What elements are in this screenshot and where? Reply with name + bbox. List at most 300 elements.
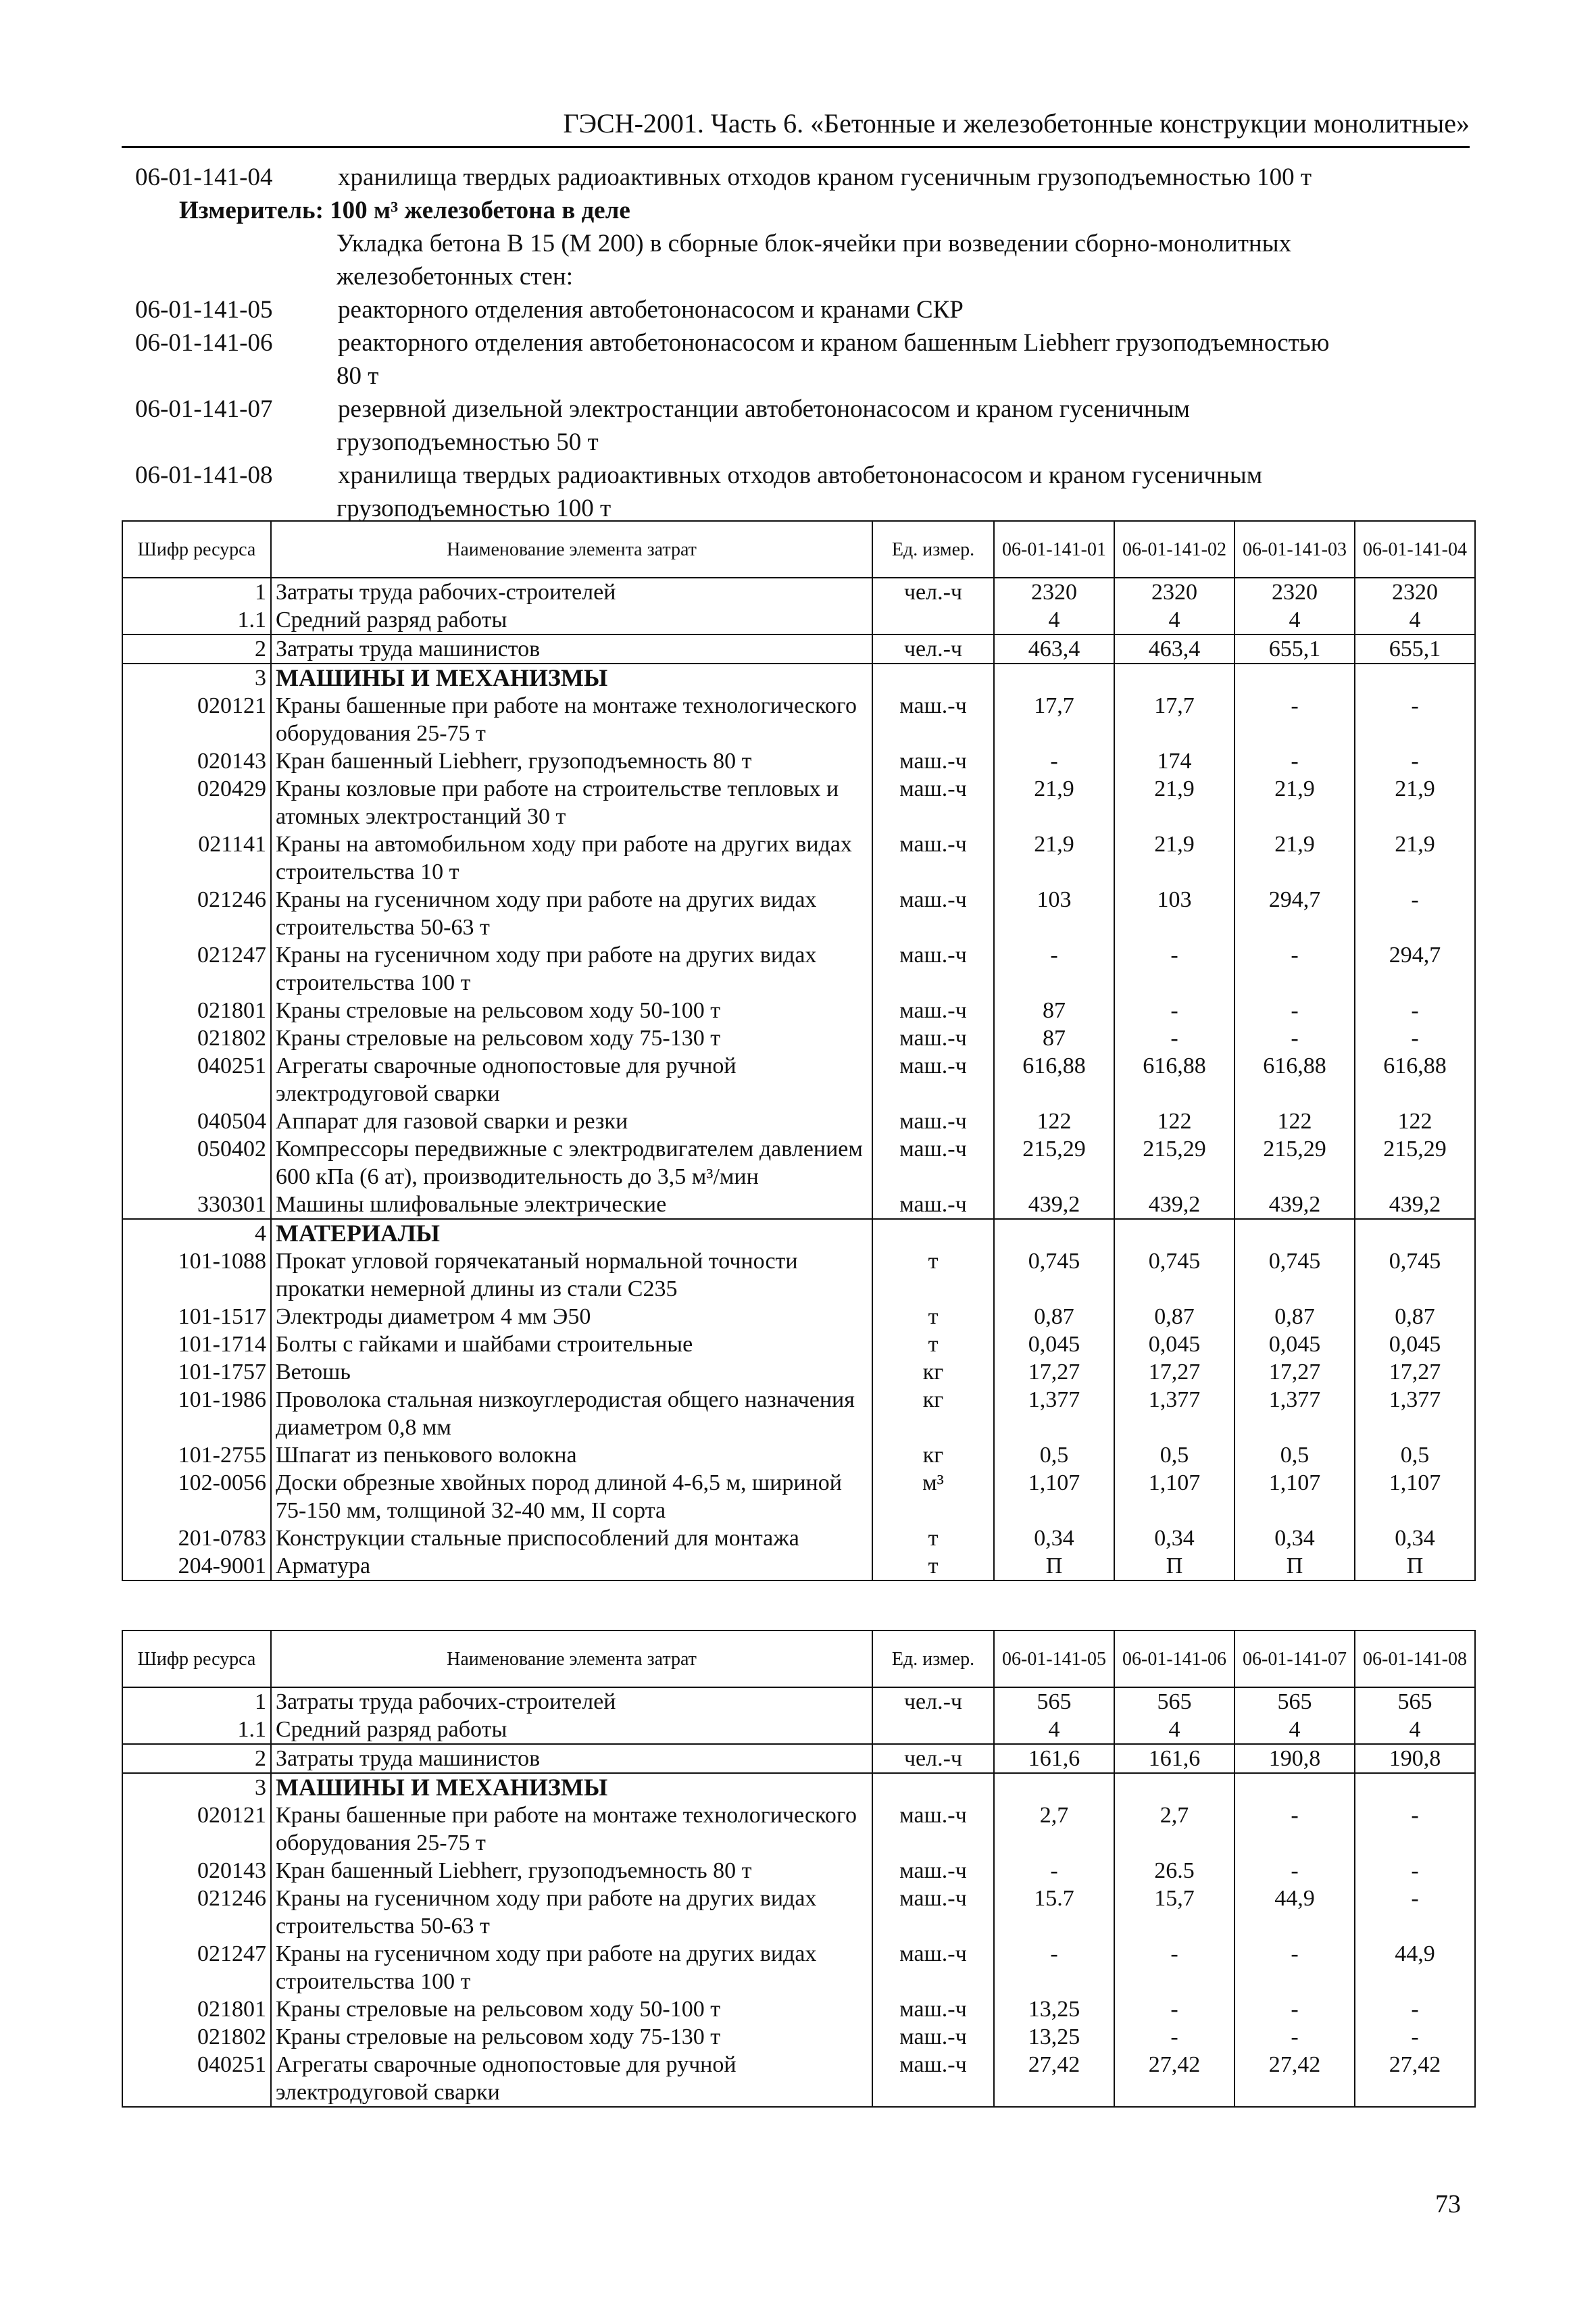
cell-value: 294,7 <box>1355 941 1475 997</box>
cell-value: 439,2 <box>1235 1191 1355 1219</box>
cell-cost-name: Доски обрезные хвойных пород длиной 4-6,5 м, шириной 75-150 мм, толщиной 32-40 мм, II сорта <box>271 1469 872 1524</box>
cell-value: 17,27 <box>994 1358 1114 1386</box>
cell-resource-code: 204-9001 <box>122 1552 271 1580</box>
cell-cost-name: Краны стреловые на рельсовом ходу 50-100 т <box>271 1995 872 2023</box>
cell-value: 13,25 <box>994 2023 1114 2051</box>
cell-cost-name: Кран башенный Liebherr, грузоподъемность 80 т <box>271 747 872 775</box>
cell-resource-code: 201-0783 <box>122 1524 271 1552</box>
cell-value: - <box>1114 1024 1235 1052</box>
cell-unit: маш.-ч <box>872 1135 994 1191</box>
cell-cost-name: Аппарат для газовой сварки и резки <box>271 1107 872 1135</box>
cell-value: 190,8 <box>1235 1744 1355 1773</box>
cell-value: - <box>1235 1024 1355 1052</box>
item-text: хранилища твердых радиоактивных отходов автобетононасосом и краном гусеничным <box>338 462 1263 489</box>
cell-value: 103 <box>994 886 1114 941</box>
cell-unit: чел.-ч <box>872 1687 994 1716</box>
cell-value: 0,87 <box>994 1303 1114 1330</box>
cell-value <box>1235 1219 1355 1247</box>
cell-value: 122 <box>1114 1107 1235 1135</box>
cell-value: - <box>1235 747 1355 775</box>
cell-unit: т <box>872 1303 994 1330</box>
table-row <box>122 1885 1475 1940</box>
cell-value: - <box>1355 1995 1475 2023</box>
cell-value: 4 <box>1114 1716 1235 1744</box>
cell-resource-code: 3 <box>122 1773 271 1801</box>
table-row <box>122 1247 1475 1303</box>
cell-value: 21,9 <box>1355 830 1475 886</box>
cell-resource-code: 040251 <box>122 2051 271 2107</box>
cell-resource-code: 4 <box>122 1219 271 1247</box>
intro-item <box>135 293 1480 326</box>
table-row <box>122 1940 1475 1995</box>
cell-unit <box>872 1716 994 1744</box>
cell-value: 565 <box>1235 1687 1355 1716</box>
cell-value: - <box>1235 1857 1355 1885</box>
cell-unit: т <box>872 1330 994 1358</box>
cell-cost-name: Средний разряд работы <box>271 606 872 634</box>
cell-value: 21,9 <box>1114 775 1235 830</box>
cell-value: 27,42 <box>1235 2051 1355 2107</box>
cell-value: 439,2 <box>994 1191 1114 1219</box>
cell-value: 21,9 <box>1114 830 1235 886</box>
cell-unit <box>872 664 994 692</box>
cell-value: 616,88 <box>1355 1052 1475 1107</box>
measure-line <box>135 194 1480 227</box>
cell-value <box>994 1219 1114 1247</box>
page-number: 73 <box>1435 2190 1461 2218</box>
cell-cost-name: МАШИНЫ И МЕХАНИЗМЫ <box>271 1773 872 1801</box>
table-row <box>122 1469 1475 1524</box>
cell-value: 0,34 <box>994 1524 1114 1552</box>
cell-cost-name: Конструкции стальные приспособлений для монтажа <box>271 1524 872 1552</box>
cell-cost-name: Краны башенные при работе на монтаже технологического оборудования 25-75 т <box>271 692 872 747</box>
cell-value: 0,045 <box>1235 1330 1355 1358</box>
column-header-unit: Ед. измер. <box>872 1631 994 1687</box>
cell-value: 4 <box>1235 1716 1355 1744</box>
cell-value: 21,9 <box>1235 830 1355 886</box>
table-row <box>122 1191 1475 1219</box>
cell-value: 565 <box>1355 1687 1475 1716</box>
cell-value: 215,29 <box>994 1135 1114 1191</box>
cell-unit: кг <box>872 1441 994 1469</box>
cell-value: 4 <box>1355 606 1475 634</box>
table-row <box>122 1687 1475 1716</box>
intro-block <box>135 161 1480 525</box>
cell-value: 17,27 <box>1355 1358 1475 1386</box>
cell-cost-name: Болты с гайками и шайбами строительные <box>271 1330 872 1358</box>
cell-value: - <box>1235 941 1355 997</box>
cell-value: - <box>1235 997 1355 1024</box>
cell-resource-code: 021802 <box>122 1024 271 1052</box>
cell-value: - <box>1355 997 1475 1024</box>
cell-unit: маш.-ч <box>872 1885 994 1940</box>
cell-cost-name: Кран башенный Liebherr, грузоподъемность 80 т <box>271 1857 872 1885</box>
cell-value <box>1114 1219 1235 1247</box>
cell-resource-code: 2 <box>122 1744 271 1773</box>
cell-value: 4 <box>1355 1716 1475 1744</box>
column-header-norm: 06-01-141-06 <box>1114 1631 1235 1687</box>
cell-value: 0,045 <box>994 1330 1114 1358</box>
cell-value: - <box>1355 1024 1475 1052</box>
cell-resource-code: 1 <box>122 1687 271 1716</box>
cell-resource-code: 1.1 <box>122 1716 271 1744</box>
cell-cost-name: Краны на гусеничном ходу при работе на других видах строительства 100 т <box>271 941 872 997</box>
cell-value: 0,34 <box>1235 1524 1355 1552</box>
cell-value: 103 <box>1114 886 1235 941</box>
column-header-name: Наименование элемента затрат <box>271 1631 872 1687</box>
cell-value <box>994 664 1114 692</box>
resource-table-1 <box>122 520 1476 1581</box>
cell-value: 13,25 <box>994 1995 1114 2023</box>
cell-value: 0,87 <box>1355 1303 1475 1330</box>
table-row <box>122 634 1475 664</box>
cell-resource-code: 021802 <box>122 2023 271 2051</box>
cell-unit: маш.-ч <box>872 1857 994 1885</box>
cell-value: 44,9 <box>1355 1940 1475 1995</box>
cell-resource-code: 040504 <box>122 1107 271 1135</box>
intro-item <box>135 393 1480 426</box>
cell-cost-name: Затраты труда машинистов <box>271 1744 872 1773</box>
item-text-cont: грузоподъемностью 100 т <box>336 495 612 522</box>
cell-value: 0,34 <box>1114 1524 1235 1552</box>
cell-unit: чел.-ч <box>872 1744 994 1773</box>
cell-value: П <box>1114 1552 1235 1580</box>
cell-value: 616,88 <box>1235 1052 1355 1107</box>
cell-value: 161,6 <box>994 1744 1114 1773</box>
item-code: 06-01-141-06 <box>135 329 273 357</box>
table-row <box>122 941 1475 997</box>
cell-value: 4 <box>1114 606 1235 634</box>
cell-unit: маш.-ч <box>872 2051 994 2107</box>
table-row <box>122 578 1475 606</box>
table-row <box>122 2051 1475 2107</box>
cell-resource-code: 1.1 <box>122 606 271 634</box>
cell-resource-code: 102-0056 <box>122 1469 271 1524</box>
cell-value: - <box>1355 1801 1475 1857</box>
cell-value: - <box>1235 2023 1355 2051</box>
table-row <box>122 747 1475 775</box>
cell-value: 17,27 <box>1114 1358 1235 1386</box>
cell-value: 1,377 <box>1235 1386 1355 1441</box>
cell-value: 27,42 <box>994 2051 1114 2107</box>
cell-resource-code: 050402 <box>122 1135 271 1191</box>
cell-resource-code: 021141 <box>122 830 271 886</box>
cell-value: 4 <box>1235 606 1355 634</box>
cell-resource-code: 330301 <box>122 1191 271 1219</box>
cell-cost-name: Затраты труда рабочих-строителей <box>271 1687 872 1716</box>
table-row <box>122 1303 1475 1330</box>
cell-value: 1,107 <box>1355 1469 1475 1524</box>
cell-value: - <box>1235 1940 1355 1995</box>
cell-value: - <box>994 941 1114 997</box>
cell-value: 0,745 <box>1114 1247 1235 1303</box>
cell-resource-code: 3 <box>122 664 271 692</box>
cell-resource-code: 020121 <box>122 1801 271 1857</box>
cell-value: - <box>994 1857 1114 1885</box>
cell-unit <box>872 606 994 634</box>
table-row <box>122 1773 1475 1801</box>
cell-cost-name: Машины шлифовальные электрические <box>271 1191 872 1219</box>
table-row <box>122 1801 1475 1857</box>
cell-value: 565 <box>994 1687 1114 1716</box>
cell-unit: кг <box>872 1386 994 1441</box>
cell-resource-code: 021246 <box>122 886 271 941</box>
cell-resource-code: 021247 <box>122 1940 271 1995</box>
table-row <box>122 1524 1475 1552</box>
cell-value: - <box>1235 692 1355 747</box>
document-title: ГЭСН-2001. Часть 6. «Бетонные и железобетонные конструкции монолитные» <box>563 108 1470 139</box>
cell-cost-name: Краны на автомобильном ходу при работе на других видах строительства 10 т <box>271 830 872 886</box>
cell-value: 463,4 <box>1114 634 1235 664</box>
item-code: 06-01-141-07 <box>135 395 273 423</box>
cell-cost-name: Ветошь <box>271 1358 872 1386</box>
cell-value: 1,107 <box>1114 1469 1235 1524</box>
cell-value: 0,87 <box>1114 1303 1235 1330</box>
cell-value: 44,9 <box>1235 1885 1355 1940</box>
cell-cost-name: Агрегаты сварочные однопостовые для ручной электродуговой сварки <box>271 2051 872 2107</box>
cell-value <box>1114 1773 1235 1801</box>
table-row <box>122 1744 1475 1773</box>
column-header-norm: 06-01-141-05 <box>994 1631 1114 1687</box>
cell-value: 1,107 <box>994 1469 1114 1524</box>
cell-value: 616,88 <box>1114 1052 1235 1107</box>
cell-value: 0,745 <box>1355 1247 1475 1303</box>
cell-unit: маш.-ч <box>872 941 994 997</box>
cell-unit: маш.-ч <box>872 1052 994 1107</box>
table-row <box>122 1386 1475 1441</box>
cell-value: 463,4 <box>994 634 1114 664</box>
cell-unit: маш.-ч <box>872 775 994 830</box>
intro-item <box>135 326 1480 359</box>
table-row <box>122 1552 1475 1580</box>
cell-value: 215,29 <box>1114 1135 1235 1191</box>
cell-cost-name: Проволока стальная низкоуглеродистая общего назначения диаметром 0,8 мм <box>271 1386 872 1441</box>
cell-unit: маш.-ч <box>872 1191 994 1219</box>
cell-unit: т <box>872 1524 994 1552</box>
table-row <box>122 886 1475 941</box>
cell-value: П <box>994 1552 1114 1580</box>
cell-value: - <box>994 747 1114 775</box>
cell-value: - <box>1355 692 1475 747</box>
table-row <box>122 1441 1475 1469</box>
cell-cost-name: Арматура <box>271 1552 872 1580</box>
table-row <box>122 997 1475 1024</box>
cell-resource-code: 020143 <box>122 1857 271 1885</box>
column-header-unit: Ед. измер. <box>872 521 994 578</box>
cell-value: - <box>1355 1885 1475 1940</box>
item-code: 06-01-141-08 <box>135 462 273 489</box>
cell-value: 4 <box>994 606 1114 634</box>
cell-value: 122 <box>1235 1107 1355 1135</box>
cell-unit: маш.-ч <box>872 886 994 941</box>
cell-cost-name: Краны на гусеничном ходу при работе на других видах строительства 100 т <box>271 1940 872 1995</box>
cell-value: - <box>1114 941 1235 997</box>
cell-value: 215,29 <box>1355 1135 1475 1191</box>
cell-value <box>1114 664 1235 692</box>
cell-resource-code: 101-2755 <box>122 1441 271 1469</box>
table-row <box>122 830 1475 886</box>
cell-resource-code: 101-1088 <box>122 1247 271 1303</box>
cell-resource-code: 021801 <box>122 1995 271 2023</box>
cell-cost-name: Краны башенные при работе на монтаже технологического оборудования 25-75 т <box>271 1801 872 1857</box>
cell-resource-code: 101-1757 <box>122 1358 271 1386</box>
cell-cost-name: Краны стреловые на рельсовом ходу 75-130 т <box>271 2023 872 2051</box>
cell-value: 0,045 <box>1114 1330 1235 1358</box>
cell-value: 2320 <box>1235 578 1355 606</box>
cell-unit: маш.-ч <box>872 1801 994 1857</box>
cell-unit: кг <box>872 1358 994 1386</box>
cell-value: 1,377 <box>1114 1386 1235 1441</box>
item-text: реакторного отделения автобетононасосом и краном башенным Liebherr грузоподъемностью <box>338 329 1330 357</box>
table-row <box>122 606 1475 634</box>
cell-unit: маш.-ч <box>872 1995 994 2023</box>
cell-value: П <box>1235 1552 1355 1580</box>
cell-value <box>1355 664 1475 692</box>
cell-value: 1,107 <box>1235 1469 1355 1524</box>
cell-value <box>1355 1219 1475 1247</box>
cell-value: - <box>1355 886 1475 941</box>
cell-value: 1,377 <box>994 1386 1114 1441</box>
cell-cost-name: Агрегаты сварочные однопостовые для ручной электродуговой сварки <box>271 1052 872 1107</box>
cell-cost-name: МАТЕРИАЛЫ <box>271 1219 872 1247</box>
cell-cost-name: Шпагат из пенькового волокна <box>271 1441 872 1469</box>
table-row <box>122 1358 1475 1386</box>
cell-value: 27,42 <box>1114 2051 1235 2107</box>
column-header-norm: 06-01-141-07 <box>1235 1631 1355 1687</box>
cell-value: 122 <box>1355 1107 1475 1135</box>
item-text-cont: 80 т <box>336 362 379 390</box>
cell-value: - <box>1355 1857 1475 1885</box>
cell-value: 0,045 <box>1355 1330 1475 1358</box>
cell-resource-code: 020429 <box>122 775 271 830</box>
cell-value: 0,5 <box>1355 1441 1475 1469</box>
cell-cost-name: Прокат угловой горячекатаный нормальной точности прокатки немерной длины из стали С235 <box>271 1247 872 1303</box>
cell-value: - <box>1114 1995 1235 2023</box>
cell-value: 0,87 <box>1235 1303 1355 1330</box>
cell-cost-name: Затраты труда машинистов <box>271 634 872 664</box>
cell-value <box>994 1773 1114 1801</box>
cell-value: 294,7 <box>1235 886 1355 941</box>
cell-value: 655,1 <box>1235 634 1355 664</box>
cell-value: П <box>1355 1552 1475 1580</box>
cell-value: 0,5 <box>1235 1441 1355 1469</box>
cell-value: - <box>1235 1995 1355 2023</box>
cell-value: - <box>1114 997 1235 1024</box>
resource-table-2 <box>122 1630 1476 2108</box>
cell-value: 616,88 <box>994 1052 1114 1107</box>
cell-resource-code: 1 <box>122 578 271 606</box>
column-header-norm: 06-01-141-03 <box>1235 521 1355 578</box>
table-row <box>122 1219 1475 1247</box>
cell-resource-code: 2 <box>122 634 271 664</box>
cell-value: 21,9 <box>1355 775 1475 830</box>
cell-unit: маш.-ч <box>872 747 994 775</box>
cell-value: - <box>1355 2023 1475 2051</box>
cell-resource-code: 020143 <box>122 747 271 775</box>
table-row <box>122 1052 1475 1107</box>
cell-value: 17,7 <box>994 692 1114 747</box>
cell-unit: чел.-ч <box>872 634 994 664</box>
cell-unit: маш.-ч <box>872 997 994 1024</box>
cell-cost-name: Средний разряд работы <box>271 1716 872 1744</box>
cell-value: 4 <box>994 1716 1114 1744</box>
cell-value: 174 <box>1114 747 1235 775</box>
cell-value <box>1235 664 1355 692</box>
cell-value: 0,745 <box>1235 1247 1355 1303</box>
table-row <box>122 692 1475 747</box>
cell-value: 2320 <box>994 578 1114 606</box>
cell-cost-name: Краны стреловые на рельсовом ходу 50-100 т <box>271 997 872 1024</box>
cell-value: 439,2 <box>1355 1191 1475 1219</box>
cell-resource-code: 101-1714 <box>122 1330 271 1358</box>
table-row <box>122 1716 1475 1744</box>
column-header-norm: 06-01-141-02 <box>1114 521 1235 578</box>
cell-value: - <box>994 1940 1114 1995</box>
cell-value: 439,2 <box>1114 1191 1235 1219</box>
cell-cost-name: Компрессоры передвижные с электродвигателем давлением 600 кПа (6 ат), производительность до 3,5 м³/мин <box>271 1135 872 1191</box>
cell-value: - <box>1355 747 1475 775</box>
page-header <box>122 95 1470 148</box>
table-row <box>122 2023 1475 2051</box>
cell-value: 2320 <box>1114 578 1235 606</box>
cell-value: 26.5 <box>1114 1857 1235 1885</box>
cell-resource-code: 101-1986 <box>122 1386 271 1441</box>
item-code: 06-01-141-04 <box>135 164 273 191</box>
cell-value: - <box>1114 2023 1235 2051</box>
cell-unit: маш.-ч <box>872 692 994 747</box>
cell-resource-code: 021246 <box>122 1885 271 1940</box>
cell-value: 2,7 <box>994 1801 1114 1857</box>
cell-unit: маш.-ч <box>872 1940 994 1995</box>
column-header-norm: 06-01-141-04 <box>1355 521 1475 578</box>
cell-resource-code: 040251 <box>122 1052 271 1107</box>
cell-unit: чел.-ч <box>872 578 994 606</box>
item-text-cont: грузоподъемностью 50 т <box>336 428 599 456</box>
column-header-code: Шифр ресурса <box>122 1631 271 1687</box>
measure-unit: Измеритель: 100 м³ железобетона в деле <box>179 197 630 224</box>
cell-cost-name: Затраты труда рабочих-строителей <box>271 578 872 606</box>
cell-value: 2,7 <box>1114 1801 1235 1857</box>
cell-value: 215,29 <box>1235 1135 1355 1191</box>
cell-unit: т <box>872 1552 994 1580</box>
cell-unit: маш.-ч <box>872 1024 994 1052</box>
cell-unit: маш.-ч <box>872 1107 994 1135</box>
cell-cost-name: Краны козловые при работе на строительстве тепловых и атомных электростанций 30 т <box>271 775 872 830</box>
column-header-name: Наименование элемента затрат <box>271 521 872 578</box>
cell-value <box>1235 1773 1355 1801</box>
cell-value: - <box>1114 1940 1235 1995</box>
cell-value: 655,1 <box>1355 634 1475 664</box>
cell-value: 15,7 <box>1114 1885 1235 1940</box>
column-header-code: Шифр ресурса <box>122 521 271 578</box>
cell-cost-name: Краны стреловые на рельсовом ходу 75-130 т <box>271 1024 872 1052</box>
cell-value: 0,5 <box>1114 1441 1235 1469</box>
cell-value: 0,34 <box>1355 1524 1475 1552</box>
table-row <box>122 1107 1475 1135</box>
cell-value: 0,745 <box>994 1247 1114 1303</box>
cell-value: 17,7 <box>1114 692 1235 747</box>
cell-unit: т <box>872 1247 994 1303</box>
group-heading-cont: железобетонных стен: <box>336 263 573 291</box>
cell-value: 21,9 <box>1235 775 1355 830</box>
cell-resource-code: 021247 <box>122 941 271 997</box>
cell-cost-name: Электроды диаметром 4 мм Э50 <box>271 1303 872 1330</box>
cell-value: 87 <box>994 997 1114 1024</box>
group-heading: Укладка бетона В 15 (М 200) в сборные блок-ячейки при возведении сборно-монолитных <box>336 230 1292 257</box>
item-code: 06-01-141-05 <box>135 296 273 324</box>
table-row <box>122 1857 1475 1885</box>
cell-value: 15.7 <box>994 1885 1114 1940</box>
